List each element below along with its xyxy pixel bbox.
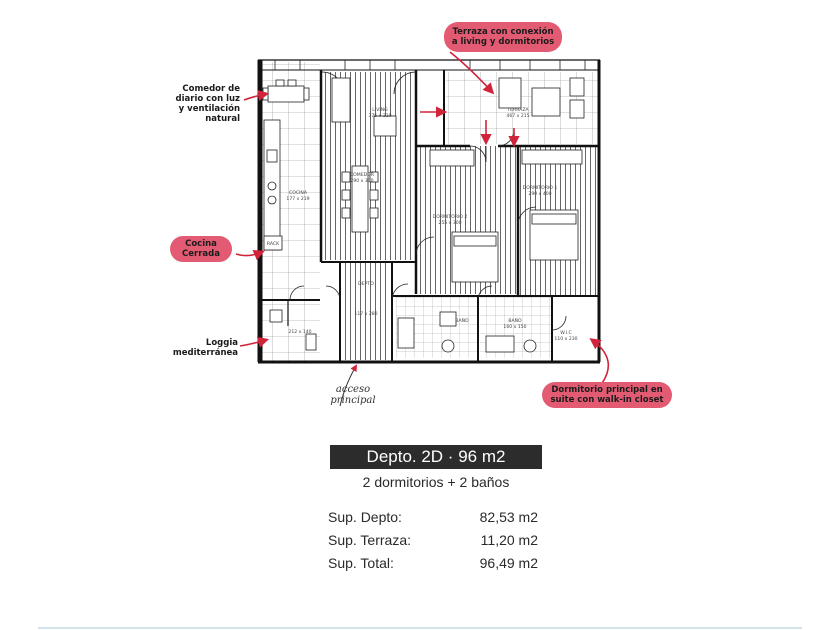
label-terraza: TERRAZA — [507, 108, 529, 113]
label-bano: BAÑO — [455, 319, 469, 324]
label-wic-dim: 110 x 230 — [554, 337, 578, 342]
unit-title: Depto. 2D · 96 m2 — [330, 445, 542, 469]
dining-floor — [322, 150, 415, 258]
label-loggia-dim: 212 x 140 — [288, 330, 312, 335]
annotation-terraza: Terraza con conexión a living y dormitorios — [444, 22, 562, 52]
label-bano2: BAÑO — [508, 319, 522, 324]
footer-divider — [38, 627, 802, 629]
label-rack: RACK — [266, 242, 280, 247]
label-dorm1: DORMITORIO 1 — [522, 186, 558, 191]
annotation-dormitorio: Dormitorio principal en suite con walk-in closet — [542, 382, 672, 408]
label-dorm1-dim: 290 x 400 — [528, 192, 552, 197]
area-row-depto — [328, 509, 538, 529]
label-bano2-dim: 160 x 150 — [503, 325, 527, 330]
area-label: Sup. Terraza: — [328, 532, 412, 548]
area-label: Sup. Depto: — [328, 509, 402, 525]
annotation-cocina: Cocina Cerrada — [170, 236, 232, 262]
area-value: 82,53 m2 — [479, 509, 538, 525]
area-row-terraza — [328, 532, 538, 552]
annotation-loggia: Loggia mediterránea — [172, 338, 238, 358]
label-wic: W.I.C — [560, 331, 572, 336]
label-cocina-dim: 177 x 219 — [286, 197, 310, 202]
label-living: LIVING — [372, 108, 388, 113]
annotation-comedor: Comedor de diario con luz y ventilación natural — [175, 84, 240, 124]
label-terraza-dim: 467 x 215 — [506, 114, 530, 119]
label-comedor-dim: 290 x 300 — [350, 179, 374, 184]
area-value: 96,49 m2 — [479, 555, 538, 571]
area-row-total — [328, 555, 538, 575]
area-value: 11,20 m2 — [480, 532, 538, 548]
unit-subtitle: 2 dormitorios + 2 baños — [362, 474, 510, 490]
label-living-dim: 375 x 210 — [368, 114, 392, 119]
label-comedor: COMEDOR — [349, 173, 375, 178]
hall-floor — [340, 262, 390, 360]
label-depto-dim: 117 x 280 — [354, 312, 378, 317]
label-dorm2: DORMITORIO 2 — [432, 215, 468, 220]
label-cocina: COCINA — [289, 191, 307, 196]
area-label: Sup. Total: — [328, 555, 394, 571]
annotation-acceso: acceso principal — [330, 384, 376, 406]
label-depto: DEPTO — [358, 282, 374, 287]
label-dorm2-dim: 255 x 300 — [438, 221, 462, 226]
window-mullions — [275, 60, 585, 70]
